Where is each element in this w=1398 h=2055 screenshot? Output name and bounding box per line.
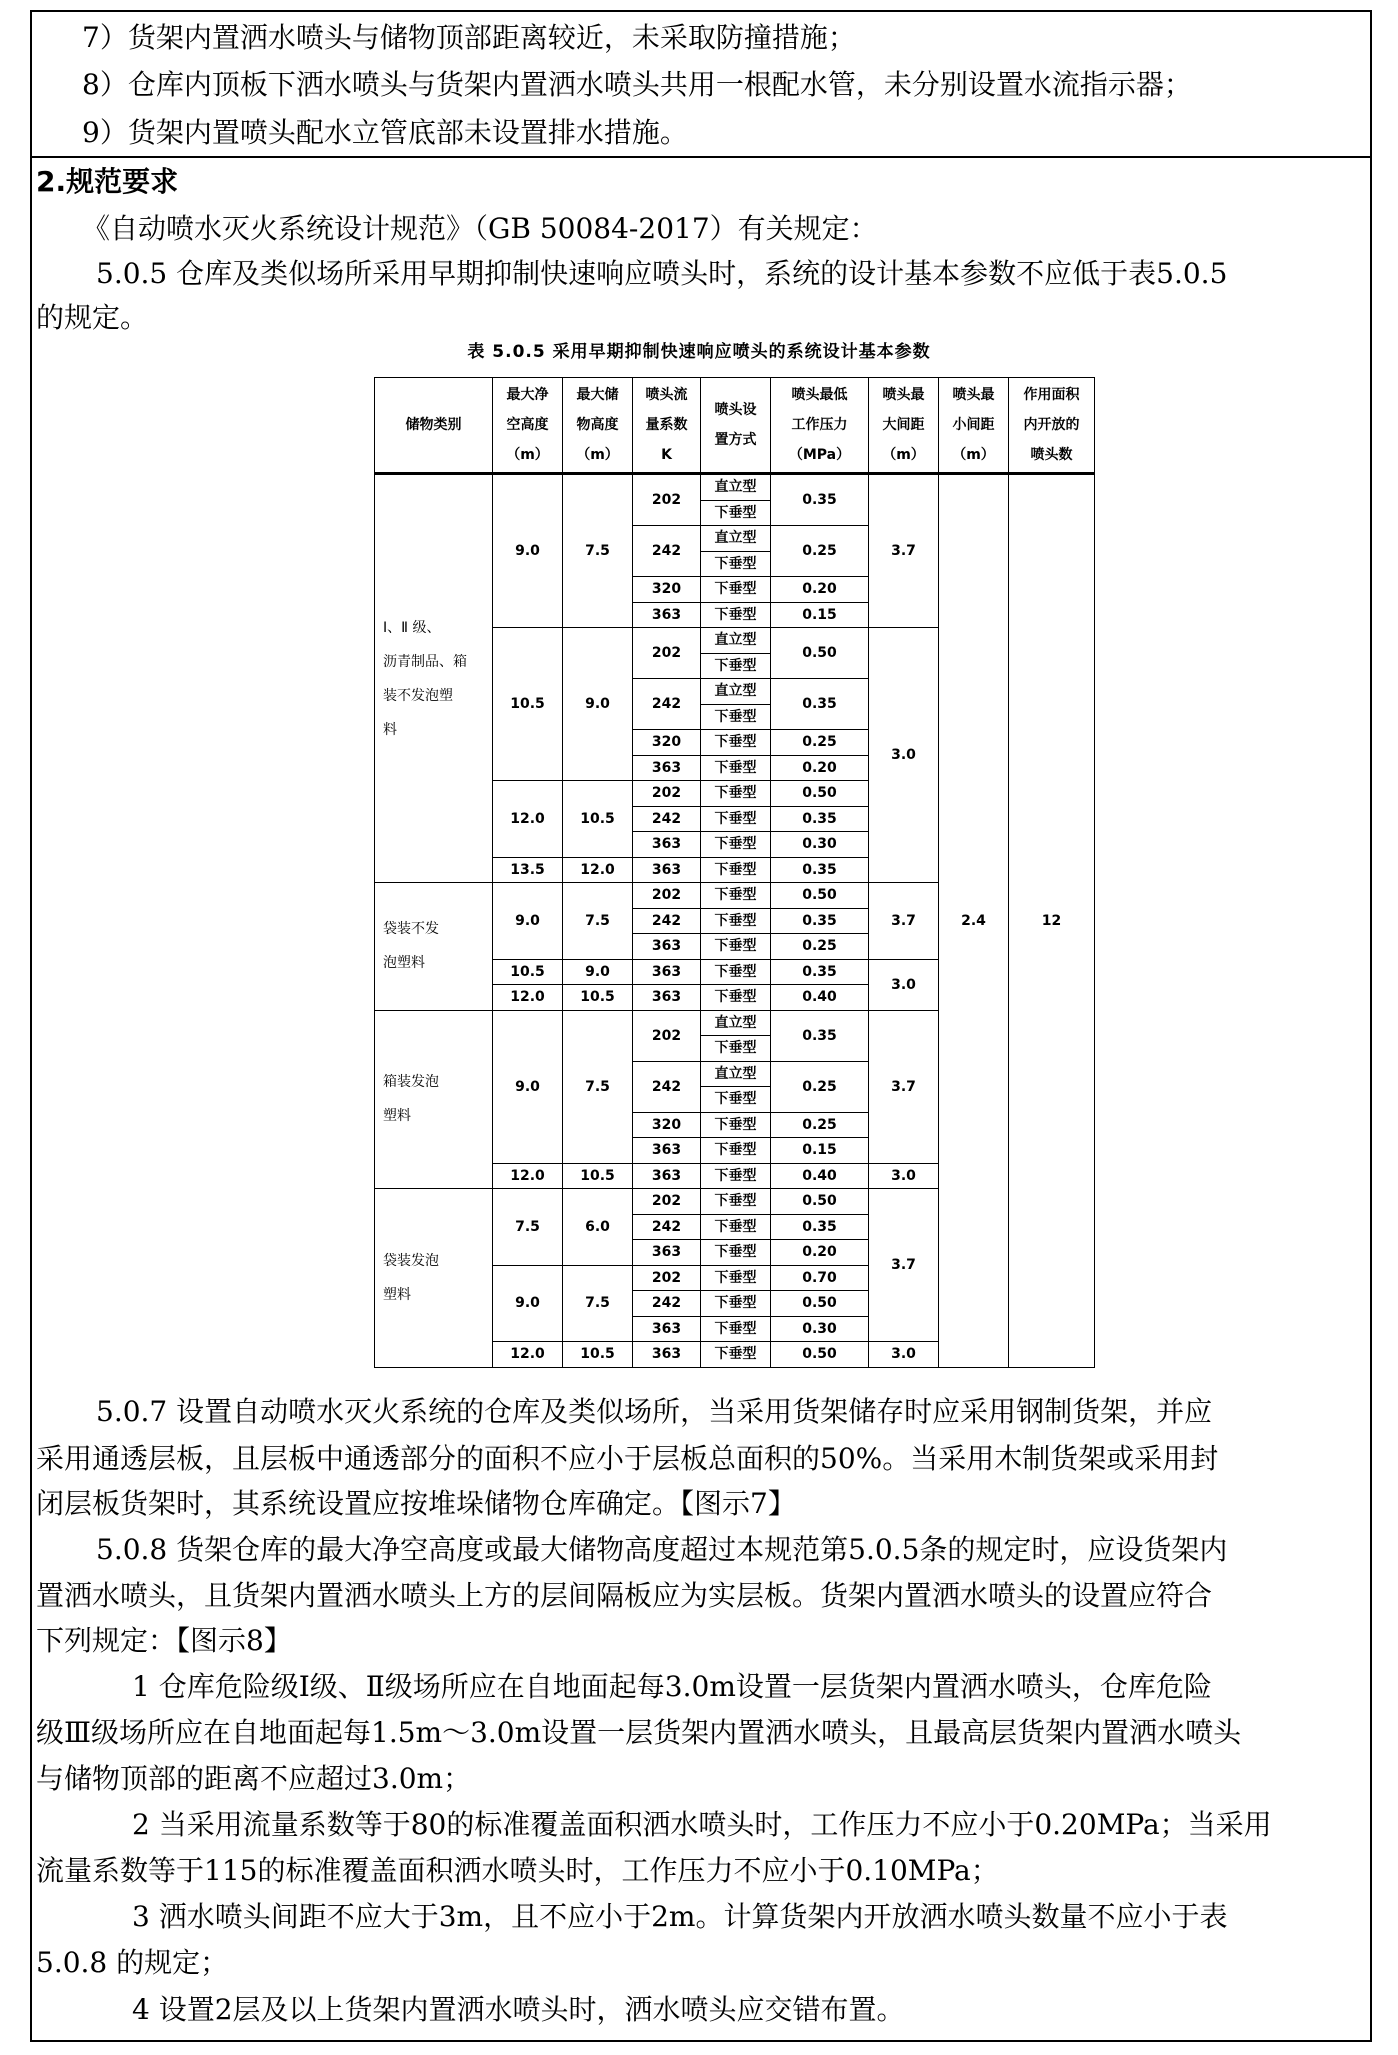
clear-height-cell: 10.5: [493, 959, 563, 985]
clause-508-item1: 1 仓库危险级Ⅰ级、Ⅱ级场所应在自地面起每3.0m设置一层货架内置洒水喷头，仓库危险: [132, 1670, 1212, 1703]
clause-505-line: 的规定。: [36, 301, 149, 334]
header-category: 储物类别: [375, 378, 493, 474]
storage-height-cell: 7.5: [563, 883, 633, 960]
clause-508-item2: 2 当采用流量系数等于80的标准覆盖面积洒水喷头时，工作压力不应小于0.20MPa；当采用: [132, 1808, 1272, 1841]
pressure-cell: 0.25: [771, 730, 869, 756]
max-spacing-cell: 3.0: [869, 959, 939, 1010]
pressure-cell: 0.30: [771, 1316, 869, 1342]
mode-cell: 直立型: [701, 526, 771, 552]
mode-cell: 下垂型: [701, 1240, 771, 1266]
mode-cell: 下垂型: [701, 1112, 771, 1138]
k-cell: 202: [633, 1265, 701, 1291]
clear-height-cell: 9.0: [493, 1265, 563, 1342]
list-item: 9）货架内置喷头配水立管底部未设置排水措施。: [82, 116, 688, 149]
storage-height-cell: 7.5: [563, 474, 633, 628]
header-k-factor: 喷头流 量系数 K: [633, 378, 701, 474]
max-spacing-cell: 3.7: [869, 1189, 939, 1342]
mode-cell: 下垂型: [701, 985, 771, 1011]
mode-cell: 下垂型: [701, 1342, 771, 1368]
mode-cell: 下垂型: [701, 1265, 771, 1291]
k-cell: 363: [633, 602, 701, 628]
storage-height-cell: 10.5: [563, 985, 633, 1011]
clause-505-line: 5.0.5 仓库及类似场所采用早期抑制快速响应喷头时，系统的设计基本参数不应低于表5.0.5: [96, 257, 1228, 290]
storage-height-cell: 10.5: [563, 1342, 633, 1368]
k-cell: 242: [633, 806, 701, 832]
mode-cell: 直立型: [701, 1061, 771, 1087]
header-mode: 喷头设 置方式: [701, 378, 771, 474]
min-spacing-cell: 2.4: [939, 474, 1009, 1368]
pressure-cell: 0.35: [771, 908, 869, 934]
k-cell: 363: [633, 755, 701, 781]
pressure-cell: 0.50: [771, 628, 869, 679]
category-cell: Ⅰ、Ⅱ 级、 沥青制品、箱 装不发泡塑 料: [375, 474, 493, 883]
mode-cell: 下垂型: [701, 1087, 771, 1113]
header-max-spacing: 喷头最 大间距 （m）: [869, 378, 939, 474]
k-cell: 242: [633, 908, 701, 934]
code-citation: 《自动喷水灭火系统设计规范》（GB 50084-2017）有关规定：: [82, 212, 878, 245]
mode-cell: 下垂型: [701, 1291, 771, 1317]
pressure-cell: 0.20: [771, 577, 869, 603]
table-title: 表 5.0.5 采用早期抑制快速响应喷头的系统设计基本参数: [467, 342, 931, 362]
clear-height-cell: 13.5: [493, 857, 563, 883]
storage-height-cell: 7.5: [563, 1010, 633, 1163]
mode-cell: 下垂型: [701, 806, 771, 832]
pressure-cell: 0.20: [771, 1240, 869, 1266]
mode-cell: 下垂型: [701, 1316, 771, 1342]
max-spacing-cell: 3.7: [869, 474, 939, 628]
pressure-cell: 0.50: [771, 781, 869, 807]
mode-cell: 下垂型: [701, 781, 771, 807]
clear-height-cell: 9.0: [493, 474, 563, 628]
section-divider: [30, 156, 1372, 158]
mode-cell: 直立型: [701, 628, 771, 654]
pressure-cell: 0.50: [771, 1189, 869, 1215]
k-cell: 242: [633, 1061, 701, 1112]
header-clear-height: 最大净 空高度 （m）: [493, 378, 563, 474]
clause-507-line: 5.0.7 设置自动喷水灭火系统的仓库及类似场所，当采用货架储存时应采用钢制货架，并应: [96, 1395, 1213, 1428]
pressure-cell: 0.35: [771, 959, 869, 985]
k-cell: 242: [633, 1214, 701, 1240]
k-cell: 363: [633, 934, 701, 960]
k-cell: 242: [633, 679, 701, 730]
pressure-cell: 0.70: [771, 1265, 869, 1291]
clause-508-item3: 5.0.8 的规定；: [36, 1946, 229, 1979]
clear-height-cell: 12.0: [493, 1163, 563, 1189]
open-heads-cell: 12: [1009, 474, 1095, 1368]
mode-cell: 下垂型: [701, 602, 771, 628]
mode-cell: 直立型: [701, 679, 771, 705]
clear-height-cell: 9.0: [493, 1010, 563, 1163]
storage-height-cell: 10.5: [563, 781, 633, 858]
pressure-cell: 0.25: [771, 1112, 869, 1138]
pressure-cell: 0.35: [771, 806, 869, 832]
clause-508-line: 下列规定：【图示8】: [36, 1624, 292, 1657]
clause-507-line: 采用通透层板，且层板中通透部分的面积不应小于层板总面积的50%。当采用木制货架或采用封: [36, 1442, 1219, 1475]
k-cell: 363: [633, 1240, 701, 1266]
max-spacing-cell: 3.0: [869, 1342, 939, 1368]
mode-cell: 下垂型: [701, 832, 771, 858]
pressure-cell: 0.35: [771, 857, 869, 883]
storage-height-cell: 10.5: [563, 1163, 633, 1189]
k-cell: 320: [633, 577, 701, 603]
pressure-cell: 0.25: [771, 934, 869, 960]
table-row: [375, 474, 1095, 501]
pressure-cell: 0.35: [771, 679, 869, 730]
k-cell: 202: [633, 1010, 701, 1061]
clause-508-item1: 与储物顶部的距离不应超过3.0m；: [36, 1762, 472, 1795]
mode-cell: 下垂型: [701, 1214, 771, 1240]
storage-height-cell: 7.5: [563, 1265, 633, 1342]
table-header-row: [375, 378, 1095, 474]
category-cell: 袋装发泡 塑料: [375, 1189, 493, 1368]
list-item: 7）货架内置洒水喷头与储物顶部距离较近，未采取防撞措施；: [82, 21, 856, 54]
category-cell: 箱装发泡 塑料: [375, 1010, 493, 1189]
pressure-cell: 0.50: [771, 883, 869, 909]
mode-cell: 下垂型: [701, 908, 771, 934]
storage-height-cell: 9.0: [563, 628, 633, 781]
mode-cell: 下垂型: [701, 653, 771, 679]
mode-cell: 下垂型: [701, 1163, 771, 1189]
mode-cell: 下垂型: [701, 959, 771, 985]
pressure-cell: 0.35: [771, 1010, 869, 1061]
clear-height-cell: 10.5: [493, 628, 563, 781]
pressure-cell: 0.40: [771, 985, 869, 1011]
k-cell: 202: [633, 474, 701, 526]
mode-cell: 下垂型: [701, 730, 771, 756]
header-min-spacing: 喷头最 小间距 （m）: [939, 378, 1009, 474]
clear-height-cell: 7.5: [493, 1189, 563, 1266]
max-spacing-cell: 3.7: [869, 1010, 939, 1163]
mode-cell: 下垂型: [701, 755, 771, 781]
clause-508-item3: 3 洒水喷头间距不应大于3m，且不应小于2m。计算货架内开放洒水喷头数量不应小于表: [132, 1900, 1228, 1933]
mode-cell: 下垂型: [701, 857, 771, 883]
header-pressure: 喷头最低 工作压力 （MPa）: [771, 378, 869, 474]
spec-table-505: [374, 377, 1095, 1368]
k-cell: 363: [633, 857, 701, 883]
k-cell: 242: [633, 1291, 701, 1317]
storage-height-cell: 9.0: [563, 959, 633, 985]
k-cell: 363: [633, 959, 701, 985]
mode-cell: 下垂型: [701, 1189, 771, 1215]
mode-cell: 下垂型: [701, 551, 771, 577]
list-item: 8）仓库内顶板下洒水喷头与货架内置洒水喷头共用一根配水管，未分别设置水流指示器；: [82, 68, 1192, 101]
k-cell: 363: [633, 1138, 701, 1164]
pressure-cell: 0.50: [771, 1291, 869, 1317]
k-cell: 363: [633, 1163, 701, 1189]
mode-cell: 下垂型: [701, 883, 771, 909]
k-cell: 202: [633, 883, 701, 909]
k-cell: 242: [633, 526, 701, 577]
max-spacing-cell: 3.7: [869, 883, 939, 960]
mode-cell: 下垂型: [701, 704, 771, 730]
clause-508-line: 置洒水喷头，且货架内置洒水喷头上方的层间隔板应为实层板。货架内置洒水喷头的设置应符合: [36, 1579, 1213, 1612]
pressure-cell: 0.35: [771, 1214, 869, 1240]
clause-508-item4: 4 设置2层及以上货架内置洒水喷头时，洒水喷头应交错布置。: [132, 1993, 905, 2026]
k-cell: 363: [633, 1342, 701, 1368]
pressure-cell: 0.50: [771, 1342, 869, 1368]
max-spacing-cell: 3.0: [869, 628, 939, 883]
pressure-cell: 0.20: [771, 755, 869, 781]
pressure-cell: 0.35: [771, 474, 869, 526]
k-cell: 320: [633, 730, 701, 756]
pressure-cell: 0.30: [771, 832, 869, 858]
mode-cell: 直立型: [701, 474, 771, 501]
storage-height-cell: 6.0: [563, 1189, 633, 1266]
mode-cell: 下垂型: [701, 1138, 771, 1164]
clause-508-item2: 流量系数等于115的标准覆盖面积洒水喷头时，工作压力不应小于0.10MPa；: [36, 1854, 999, 1887]
k-cell: 202: [633, 1189, 701, 1215]
clear-height-cell: 12.0: [493, 985, 563, 1011]
mode-cell: 下垂型: [701, 1036, 771, 1062]
clause-508-item1: 级Ⅲ级场所应在自地面起每1.5m～3.0m设置一层货架内置洒水喷头，且最高层货架内置洒水喷头: [36, 1716, 1242, 1749]
pressure-cell: 0.25: [771, 526, 869, 577]
k-cell: 363: [633, 985, 701, 1011]
pressure-cell: 0.40: [771, 1163, 869, 1189]
header-storage-height: 最大储 物高度 （m）: [563, 378, 633, 474]
k-cell: 320: [633, 1112, 701, 1138]
clause-508-line: 5.0.8 货架仓库的最大净空高度或最大储物高度超过本规范第5.0.5条的规定时，应设货架内: [96, 1533, 1228, 1566]
k-cell: 202: [633, 781, 701, 807]
mode-cell: 下垂型: [701, 577, 771, 603]
mode-cell: 直立型: [701, 1010, 771, 1036]
clear-height-cell: 12.0: [493, 781, 563, 858]
header-open-heads: 作用面积 内开放的 喷头数: [1009, 378, 1095, 474]
k-cell: 363: [633, 832, 701, 858]
max-spacing-cell: 3.0: [869, 1163, 939, 1189]
section-heading: 2.规范要求: [36, 165, 179, 198]
k-cell: 363: [633, 1316, 701, 1342]
pressure-cell: 0.15: [771, 602, 869, 628]
clause-507-line: 闭层板货架时，其系统设置应按堆垛储物仓库确定。【图示7】: [36, 1487, 796, 1520]
category-cell: 袋装不发 泡塑料: [375, 883, 493, 1011]
pressure-cell: 0.25: [771, 1061, 869, 1112]
clear-height-cell: 12.0: [493, 1342, 563, 1368]
mode-cell: 下垂型: [701, 934, 771, 960]
mode-cell: 下垂型: [701, 500, 771, 526]
pressure-cell: 0.15: [771, 1138, 869, 1164]
clear-height-cell: 9.0: [493, 883, 563, 960]
storage-height-cell: 12.0: [563, 857, 633, 883]
k-cell: 202: [633, 628, 701, 679]
